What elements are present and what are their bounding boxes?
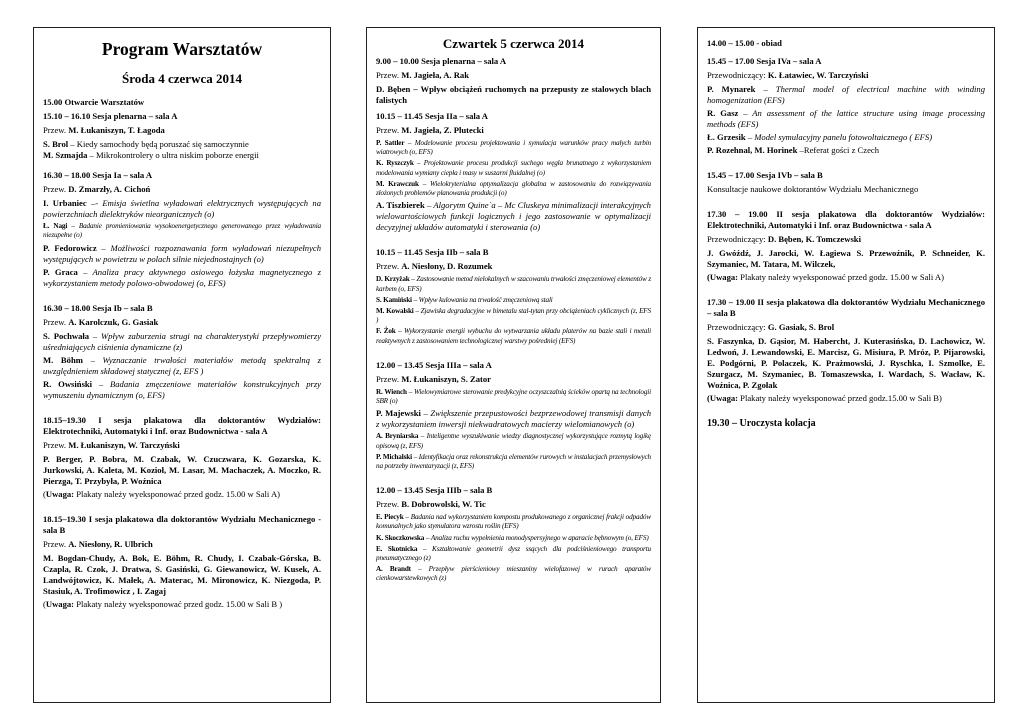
session-chair: Przewodniczący: G. Gasiak, S. Brol (707, 322, 835, 332)
session-heading: 17.30 – 19.00 II sesja plakatowa dla doktorantów Wydziałów: Elektrotechniki, Automatyki i Inf. oraz Budownictwa - sala A (707, 209, 985, 230)
session-description: Konsultacje naukowe doktorantów Wydziału Mechanicznego (707, 184, 919, 194)
talk-item: K. Ryszczyk – Projektowanie procesu produkcji suchego węgla brunatnego z wykorzystaniem modelowania wymiany ciepła i masy w suszarni fluidalnej (o) (376, 159, 651, 177)
session-iia (376, 111, 651, 233)
talk-item: P. Sattler – Modelowanie procesu projektowania i symulacja warunków pracy małych turbin wiatrowych (o, EFS) (376, 139, 651, 157)
session-chair: Przewodniczący: K. Łatawiec, W. Tarczyński (707, 70, 869, 80)
program-title: Program Warsztatów (101, 39, 263, 59)
talk-item: A. Tiszbierek – Algorytm Quine`a – Mc Cluskeya minimalizacji interakcyjnych wielowartościowych funkcji logicznych i jego zastosowanie w optymalizacji decyzyjnej układów automatyki i sterowania (o) (376, 200, 651, 233)
program-panel-day2 (366, 27, 661, 703)
program-panel-day2-afternoon (697, 27, 995, 703)
talk-item: A. Bryniarska – Inteligentne wyszukiwanie wiedzy diagnostycznej wykorzystujące rozmytą logikę opisową (z, EFS) (376, 432, 651, 450)
session-heading: 15.10 – 16.10 Sesja plenarna – sala A (43, 111, 178, 122)
session-heading: 10.15 – 11.45 Sesja IIa – sala A (376, 111, 488, 121)
poster-note: (Uwaga: Plakaty należy wyeksponować przed godz.15.00 w Sali B) (707, 393, 942, 403)
talk-item: K. Skoczkowska – Analiza ruchu wypełnienia monodyspersyjnego w aparacie bębnowym (o, EFS) (376, 533, 649, 542)
closing-dinner: 19.30 – Uroczysta kolacja (707, 418, 816, 429)
day-heading-thursday: Czwartek 5 czerwca 2014 (442, 36, 585, 51)
talk-item: Ł. Nagi – Badanie promieniowania wysokoenergetycznego generowanego przez wyładowania niezupełne (o) (43, 222, 321, 240)
session-chair: Przew. M. Jagieła, Z. Plutecki (376, 125, 484, 135)
session-heading: 16.30 – 18.00 Sesja Ia – sala A (43, 170, 153, 181)
lunch-item: 14.00 – 15.00 - obiad (707, 38, 782, 48)
program-panel-day1 (33, 27, 331, 703)
session-chair: Przew. D. Zmarzły, A. Cichoń (43, 184, 151, 195)
talk-item: R. Gasz – An assessment of the lattice structure using image processing methods (EFS) (707, 108, 985, 129)
poster-note: (Uwaga: Plakaty należy wyeksponować przed godz. 15.00 w Sali A) (707, 272, 944, 282)
day-heading-wednesday: Środa 4 czerwca 2014 (122, 71, 242, 87)
poster-session-ii-a (707, 209, 985, 283)
participant-list: M. Bogdan-Chudy, A. Bok, E. Böhm, R. Chudy, I. Czabak-Górska, B. Czapla, R. Czok, J. Dratwa, S. Gasiński, G. Giewanowicz, W. Kusek, A. Landwójtowicz, K. Małek, A. Materac, M. Mironowicz, K. Niezgoda, P. Stasiuk, A. Trofimowicz , I. Zagaj (43, 552, 321, 596)
talk-item: M. Kowalski – Zjawiska degradacyjne w bimetalu stal-tytan przy obciążeniach cyklicznych (z, EFS ) (376, 306, 651, 325)
session-chair: Przew. M. Łukaniszyn, T. Łagoda (43, 125, 165, 136)
talk-item: I. Urbaniec –- Emisja świetlna wyładowań elektrycznych występujących na powierzchniach dielektryków nieorganicznych (o) (43, 198, 321, 220)
session-heading: 15.45 – 17.00 Sesja IVb – sala B (707, 170, 823, 180)
session-heading: 15.45 – 17.00 Sesja IVa – sala A (707, 56, 822, 66)
session-chair: Przew. M. Jagieła, A. Rak (376, 70, 470, 80)
opening-item: 15.00 Otwarcie Warsztatów (43, 97, 145, 108)
session-chair: Przewodniczący: D. Bęben, K. Tomczewski (707, 234, 861, 244)
talk-item: S. Kamiński – Wpływ kulowania na trwałość zmęczeniową stali (376, 295, 553, 304)
talk-item: D. Krzyżak – Zastosowanie metod nielokalnych w szacowaniu trwałości zmęczeniowej elementów z karbem (o, EFS) (376, 275, 651, 293)
session-ivb (707, 170, 985, 195)
talk-item: M. Krawczuk – Wielokryterialna optymalizacja globalna w zastosowaniu do rozwiązywania złożonych problemów planowania produkcji (o) (376, 179, 651, 198)
session-heading: 17.30 – 19.00 II sesja plakatowa dla doktorantów Wydziału Mechanicznego – sala B (707, 297, 985, 318)
poster-session-ii-b (707, 297, 985, 404)
talk-item: D. Bęben – Wpływ obciążeń ruchomych na przepusty ze stalowych blach falistych (376, 84, 651, 105)
session-chair: Przew. M. Łukaniszyn, S. Zator (376, 373, 491, 384)
talk-item: P. Fedorowicz – Możliwości rozpoznawania form wyładowań niezupełnych występujących w powietrzu w polach silnie niejednostajnych (o) (43, 242, 322, 264)
session-ib (43, 303, 321, 401)
session-heading: 9.00 – 10.00 Sesja plenarna – sala A (376, 56, 507, 66)
session-iiib (376, 485, 651, 584)
talk-item: R. Wiench – Wielowymiarowe sterowanie predykcyjne oczyszczalnią ścieków opartą na technologii SBR (o) (376, 387, 651, 406)
session-heading: 18.15–19.30 I sesja plakatowa dla doktorantów Wydziałów: Elektrotechniki, Automatyki i Inf. oraz Budownictwa - sala A (43, 414, 321, 436)
poster-note: (Uwaga: Plakaty należy wyeksponować przed godz. 15.00 w Sali B ) (43, 598, 283, 609)
talk-item: P. Majewski – Zwiększenie przepustowości bezprzewodowej transmisji danych z wykorzystaniem inwersji niekwadratowych macierzy wielomianowych (o) (376, 408, 651, 430)
talk-item: M. Böhm – Wyznaczanie trwałości materiałów metodą spektralną z uwzględnieniem składowej statycznej (z, EFS ) (43, 354, 322, 376)
participant-list: S. Faszynka, D. Gąsior, M. Habercht, J. Kuterasińska, D. Lachowicz, W. Ledwoń, J. Lewandowski, E. Marcisz, G. Misiura, P. Mróz, P. Pijarowski, E. Podgórni, P. Polaczek, K. Prażmowski, J. Ryschka, I. Szmolke, E. Szurgacz, M. Szymaniec, B. Tomaszewska, I. Wardach, S. Wacław, K. Woźnica, P. Zgołak (707, 336, 985, 390)
session-iib (376, 247, 651, 346)
talk-item: R. Owsiński – Badania zmęczeniowe materiałów konstrukcyjnych przy wymuszeniu dynamicznym (o, EFS) (43, 378, 321, 400)
session-chair: Przew. A. Niesłony, D. Rozumek (376, 261, 493, 272)
talk-item: Ł. Grzesik – Model symulacyjny panelu fotowoltaicznego ( EFS) (707, 132, 933, 142)
session-plenary-wed (43, 111, 321, 161)
talk-item: S. Brol – Kiedy samochody będą poruszać się samoczynnie M. Szmajda – Mikrokontrolery o ultra niskim poborze energii (43, 139, 259, 161)
talk-item: E. Piecyk – Badania nad wykorzystaniem kompostu produkowanego z organicznej frakcji odpadów komunalnych jako stymulatora wzrostu roślin (EFS) (376, 513, 651, 531)
session-chair: Przew. A. Niesłony, R. Ulbrich (43, 538, 153, 549)
poster-session-i-b (43, 514, 321, 610)
session-heading: 12.00 – 13.45 Sesja IIIb – sala B (376, 485, 493, 496)
talk-item: P. Michalski – Identyfikacja oraz rekonstrukcja elementów rurowych w instalacjach przemysłowych na potrzeby inwentaryzacji (z, EFS) (376, 452, 652, 470)
talk-item: A. Brandt – Przepływ pierścieniowy mieszaniny wielofazowej w rurach aparatów cienkowarstewkowych (z) (376, 565, 651, 583)
talk-item: F. Żok – Wykorzystanie energii wybuchu do wytwarzania układu platerów na bazie stali i metali reaktywnych z zastosowaniem technologicznej warstwy pośredniej (EFS) (376, 327, 651, 345)
session-chair: Przew. M. Łukaniszyn, W. Tarczyński (43, 439, 180, 450)
session-chair: Przew. B. Dobrowolski, W. Tic (376, 499, 486, 510)
session-iiia (376, 360, 651, 471)
poster-session-i-a (43, 415, 321, 500)
talk-item: S. Pochwała – Wpływ zaburzenia strugi na charakterystyki przepływomierzy uśredniających ciśnienia dynamiczne (z) (43, 330, 322, 352)
session-heading: 10.15 – 11.45 Sesja IIb – sala B (376, 247, 489, 258)
participant-list: J. Gwóźdź, J. Jarocki, W. Łagiewa S. Przewoźnik, P. Schneider, K. Szymaniec, M. Tatara, M. Wilczek, (707, 248, 985, 269)
session-chair: Przew. A. Karolczuk, G. Gasiak (43, 316, 159, 327)
talk-item: P. Rozehnal, M. Horinek –Referat gości z Czech (707, 145, 880, 155)
session-ia (43, 170, 321, 288)
session-plenary-thu (376, 56, 651, 106)
talk-item: P. Mynarek – Thermal model of electrical machine with winding homogenization (EFS) (707, 84, 985, 105)
session-heading: 16.30 – 18.00 Sesja Ib – sala B (43, 302, 153, 313)
session-heading: 18.15–19.30 I sesja plakatowa dla doktorantów Wydziału Mechanicznego - sala B (43, 513, 321, 535)
talk-item: P. Graca – Analiza pracy aktywnego osiowego łożyska magnetycznego z wykorzystaniem metody polowo-obwodowej (o, EFS) (43, 266, 321, 288)
talk-item: E. Skotnicka – Kształtowanie geometrii dysz ssących dla podciśnieniowego transportu pneumatycznego (z) (376, 544, 651, 563)
participant-list: P. Berger, P. Bobra, M. Czabak, W. Czuczwara, K. Gozarska, K. Jurkowski, A. Kaleta, M. Kozioł, M. Lasar, M. Machaczek, A. Moczko, R. Pierzga, T. Przybyła, P. Woźnica (43, 453, 321, 486)
session-iva (707, 56, 985, 156)
session-heading: 12.00 – 13.45 Sesja IIIa – sala A (376, 359, 492, 370)
poster-note: (Uwaga: Plakaty należy wyeksponować przed godz. 15.00 w Sali A) (43, 488, 281, 499)
